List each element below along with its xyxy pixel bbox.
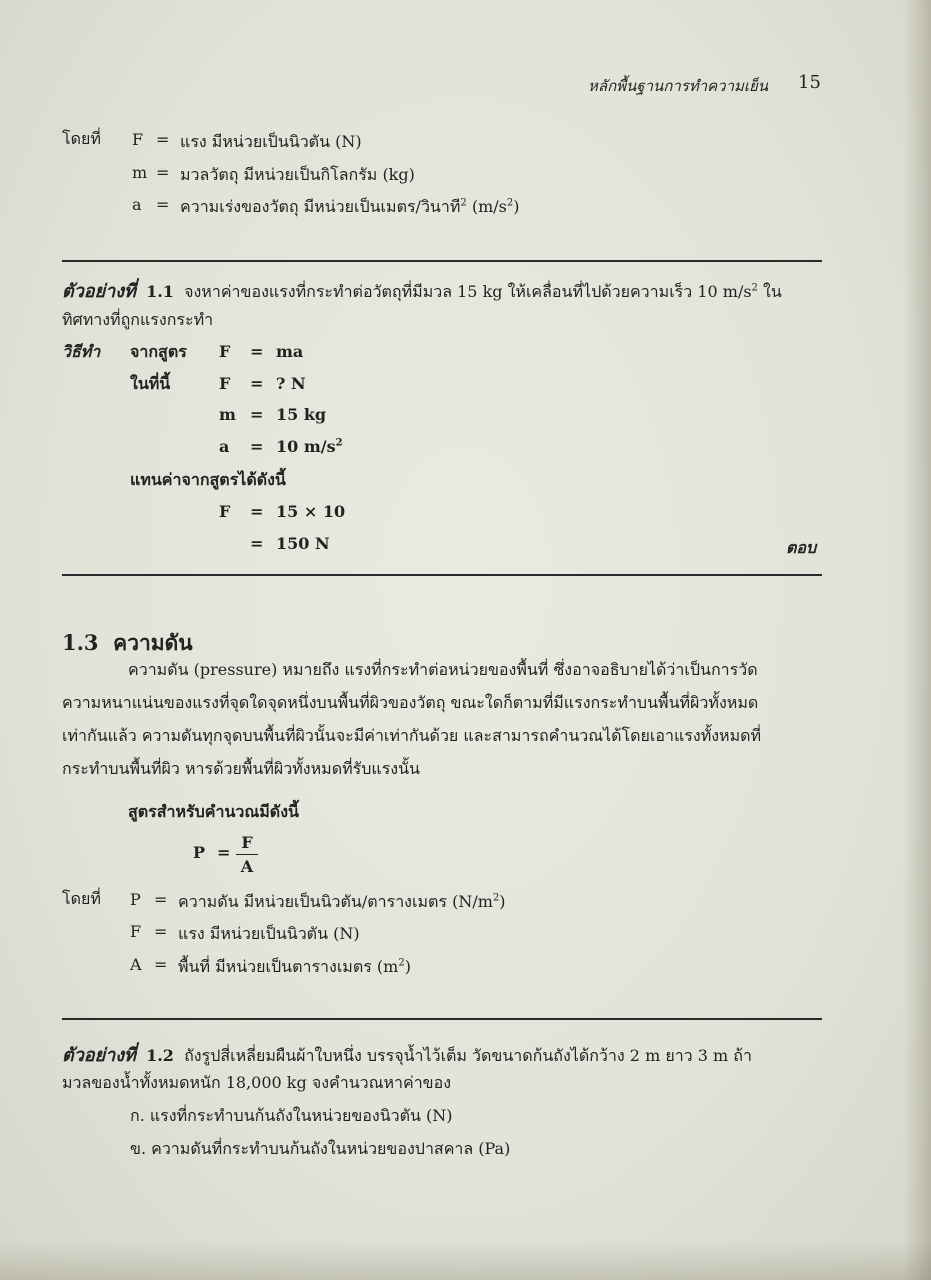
defs2-text-0: ความดัน มีหน่วยเป็นนิวตัน/ตารางเมตร $(N/m^2)$	[178, 892, 506, 911]
defs1-text-2: ความเร่งของวัตถุ มีหน่วยเป็นเมตร/วินาที$^2$ $(m/s^2)$	[180, 197, 520, 216]
example1-answer: ตอบ	[786, 538, 817, 557]
example1-method: วิธีทำ	[62, 342, 101, 361]
running-header-title: หลักพื้นฐานการทำความเย็น	[588, 77, 769, 95]
defs1-text-0: แรง มีหน่วยเป็นนิวตัน (N)	[180, 132, 362, 151]
rule-bottom-example1	[62, 574, 822, 576]
page-shadow-right	[903, 0, 931, 1280]
defs2-eq-1: =	[154, 922, 168, 941]
ex1-sym-1: F	[219, 374, 231, 393]
defs2-sym-0: P	[130, 890, 141, 909]
formula-lhs: P	[193, 843, 206, 862]
rule-top-example1	[62, 260, 822, 262]
ex1-eq-1: =	[250, 374, 264, 393]
ex1-eq-0: =	[250, 342, 264, 361]
formula-eq: =	[217, 843, 231, 862]
formula-denominator: A	[240, 857, 254, 876]
defs2-sym-2: A	[130, 955, 142, 974]
example2-line2: มวลของน้ำทั้งหมดหนัก 18,000 kg จงคำนวณหาค่าของ	[62, 1073, 452, 1092]
ex1-calc-sym-0: F	[219, 502, 231, 521]
ex1-val-2: 15 kg	[276, 405, 327, 424]
example1-from-formula: จากสูตร	[130, 342, 187, 361]
ex1-val-0: ma	[276, 342, 304, 361]
defs2-text-2: พื้นที่ มีหน่วยเป็นตารางเมตร $(m^2)$	[178, 957, 411, 976]
example2-item-0: ก. แรงที่กระทำบนก้นถังในหน่วยของนิวตัน (N)	[130, 1106, 453, 1125]
defs1-sym-0: F	[132, 130, 144, 149]
page-shadow-bottom	[0, 1240, 931, 1280]
ex1-sym-2: m	[219, 405, 236, 424]
defs2-eq-2: =	[154, 955, 168, 974]
page-number: 15	[798, 72, 821, 93]
defs2-eq-0: =	[154, 890, 168, 909]
rule-top-example2	[62, 1018, 822, 1020]
ex1-calc-val-0: 15 × 10	[276, 502, 346, 521]
example1-heading: ตัวอย่างที่ 1.1 จงหาค่าของแรงที่กระทำต่อวัตถุที่มีมวล 15 kg ให้เคลื่อนที่ไปด้วยความเร็ว 10 $m/s^2$ ใน	[62, 281, 782, 302]
ex1-sym-3: a	[219, 437, 230, 456]
defs1-eq-1: =	[156, 163, 170, 182]
example1-line2: ทิศทางที่ถูกแรงกระทำ	[62, 310, 214, 329]
defs1-eq-2: =	[156, 195, 170, 214]
example1-substitute: แทนค่าจากสูตรได้ดังนี้	[130, 470, 286, 489]
defs1-sym-2: a	[132, 195, 142, 214]
ex1-eq-3: =	[250, 437, 264, 456]
section-para-line-0: ความดัน (pressure) หมายถึง แรงที่กระทำต่อหน่วยของพื้นที่ ซึ่งอาจอธิบายได้ว่าเป็นการวัด	[128, 660, 758, 679]
formula-intro: สูตรสำหรับคำนวณมีดังนี้	[128, 802, 299, 821]
ex1-val-3: 10 $m/s^2$	[276, 437, 343, 456]
section-heading: 1.3 ความดัน	[62, 630, 193, 655]
ex1-calc-eq-1: =	[250, 534, 264, 553]
defs2-lead: โดยที่	[62, 889, 101, 908]
defs1-sym-1: m	[132, 163, 148, 182]
defs2-sym-1: F	[130, 922, 142, 941]
example2-heading: ตัวอย่างที่ 1.2 ถังรูปสี่เหลี่ยมผืนผ้าใบหนึ่ง บรรจุน้ำไว้เต็ม วัดขนาดก้นถังได้กว้าง 2 m ยาว 3 m ถ้า	[62, 1045, 752, 1066]
example2-item-1: ข. ความดันที่กระทำบนก้นถังในหน่วยของปาสคาล (Pa)	[130, 1139, 511, 1158]
defs2-text-1: แรง มีหน่วยเป็นนิวตัน (N)	[178, 924, 360, 943]
defs1-eq-0: =	[156, 130, 170, 149]
ex1-val-1: ? N	[276, 374, 306, 393]
section-para-line-2: เท่ากันแล้ว ความดันทุกจุดบนพื้นที่ผิวนั้นจะมีค่าเท่ากันด้วย และสามารถคำนวณได้โดยเอาแรงทั้งหมดที่	[62, 726, 762, 745]
example1-here: ในที่นี้	[130, 374, 171, 393]
ex1-sym-0: F	[219, 342, 231, 361]
ex1-eq-2: =	[250, 405, 264, 424]
defs1-text-1: มวลวัตถุ มีหน่วยเป็นกิโลกรัม (kg)	[180, 165, 415, 184]
formula-fraction	[236, 833, 258, 876]
ex1-calc-eq-0: =	[250, 502, 264, 521]
fraction-bar	[236, 854, 258, 855]
section-para-line-3: กระทำบนพื้นที่ผิว หารด้วยพื้นที่ผิวทั้งหมดที่รับแรงนั้น	[62, 759, 420, 778]
section-para-line-1: ความหนาแน่นของแรงที่จุดใดจุดหนึ่งบนพื้นที่ผิวของวัตถุ ขณะใดก็ตามที่มีแรงกระทำบนพื้นที่ผิวทั้งหมด	[62, 693, 759, 712]
ex1-calc-val-1: 150 N	[276, 534, 330, 553]
defs1-lead: โดยที่	[62, 129, 101, 148]
formula-numerator: F	[241, 833, 253, 852]
